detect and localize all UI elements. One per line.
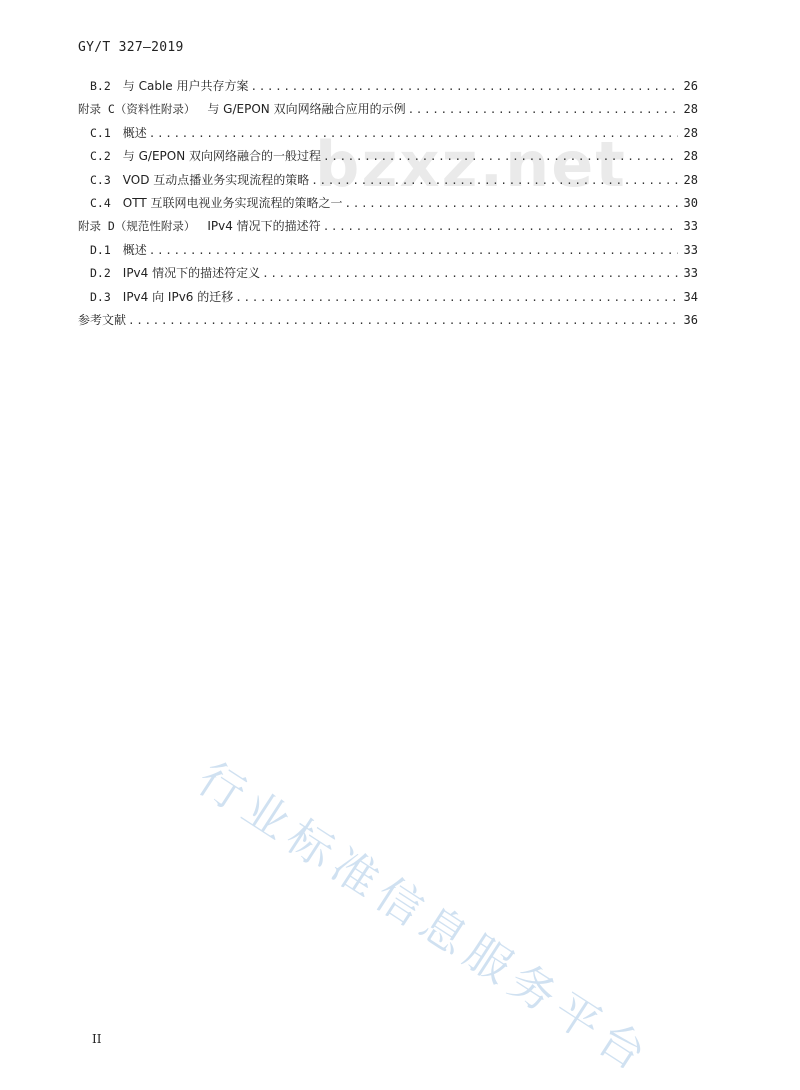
toc-entry-c1[interactable] [78,122,698,145]
toc-entry-code: 附录 C（资料性附录） [78,102,196,117]
toc-entry-page: 28 [683,125,698,140]
toc-entry-page: 28 [683,149,698,164]
toc-entry-page: 30 [683,195,698,210]
toc-leader-dots [345,192,679,215]
toc-entry-code: D.1 [90,242,111,257]
standard-code-header: GY/T 327—2019 [78,40,184,55]
toc-entry-code: B.2 [90,79,111,93]
toc-entry-code: C.2 [90,149,111,164]
toc-leader-dots [149,122,678,145]
toc-entry-b2[interactable] [78,75,698,98]
toc-entry-title: OTT 互联网电视业务实现流程的策略之一 [122,195,343,210]
toc-entry-d3[interactable] [78,286,698,309]
toc-entry-title: VOD 互动点播业务实现流程的策略 [122,172,310,187]
toc-entry-title: 概述 [122,242,147,257]
toc-entry-d1[interactable] [78,239,698,262]
toc-leader-dots [128,309,678,332]
table-of-contents [78,75,698,332]
toc-entry-code: C.4 [90,195,111,210]
toc-entry-code: C.1 [90,125,111,140]
toc-entry-c3[interactable] [78,169,698,192]
site-watermark: bzxz.net [315,128,627,201]
toc-leader-dots [311,169,678,192]
toc-entry-page: 34 [683,289,698,304]
toc-leader-dots [235,286,678,309]
toc-entry-title: IPv4 向 IPv6 的迁移 [122,289,234,304]
toc-entry-page: 33 [683,219,698,234]
toc-entry-page: 33 [683,242,698,257]
toc-entry-page: 36 [683,312,698,327]
toc-entry-title: 与 G/EPON 双向网络融合的一般过程 [122,149,321,164]
toc-entry-appendix-c[interactable] [78,98,698,121]
toc-leader-dots [323,215,678,238]
toc-entry-code: C.3 [90,172,111,187]
toc-entry-page: 26 [683,79,698,93]
toc-entry-title: 与 G/EPON 双向网络融合应用的示例 [207,102,406,117]
toc-entry-c2[interactable] [78,145,698,168]
toc-leader-dots [323,145,678,168]
toc-entry-d2[interactable] [78,262,698,285]
toc-entry-page: 28 [683,102,698,117]
toc-leader-dots [262,262,678,285]
toc-entry-code: D.3 [90,289,111,304]
toc-entry-appendix-d[interactable] [78,215,698,238]
toc-entry-code: D.2 [90,266,111,281]
platform-watermark: 行业标准信息服务平台 [188,751,662,1085]
toc-leader-dots [149,239,678,262]
toc-entry-title: 与 Cable 用户共存方案 [122,79,249,93]
toc-entry-title: IPv4 情况下的描述符定义 [122,266,261,281]
toc-entry-page: 33 [683,266,698,281]
toc-leader-dots [250,75,678,98]
toc-entry-title: IPv4 情况下的描述符 [207,219,321,234]
toc-entry-title: 概述 [122,125,147,140]
toc-entry-code: 附录 D（规范性附录） [78,219,196,234]
page-number: II [92,1032,102,1046]
toc-entry-page: 28 [683,172,698,187]
toc-leader-dots [408,98,678,121]
toc-entry-references[interactable] [78,309,698,332]
toc-entry-c4[interactable] [78,192,698,215]
toc-entry-title: 参考文献 [78,312,127,327]
